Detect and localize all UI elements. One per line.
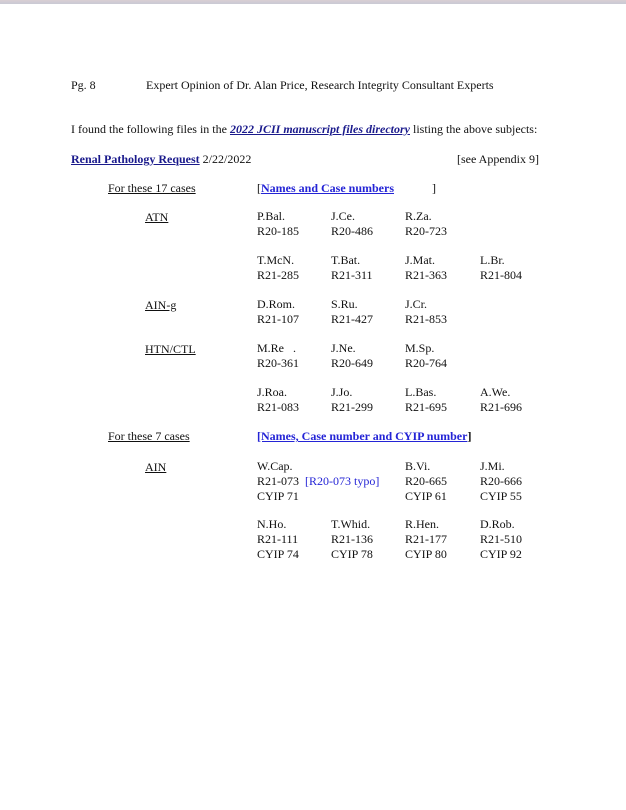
category-htn-ctl: HTN/CTL	[145, 342, 196, 356]
case-entry: D.Rom. R21-107	[257, 297, 299, 326]
request-line	[71, 152, 251, 166]
names-case-cyip-link[interactable]: [Names, Case number and CYIP number	[257, 429, 468, 443]
case-entry: R.Hen. R21-177 CYIP 80	[405, 517, 447, 561]
case-entry: J.Cr. R21-853	[405, 297, 447, 326]
window-top-border	[0, 0, 626, 4]
case-entry: J.Mi. R20-666 CYIP 55	[480, 459, 522, 503]
category-ain-g: AIN-g	[145, 298, 177, 312]
jcii-directory-link[interactable]: 2022 JCII manuscript files directory	[229, 122, 410, 136]
case-entry: J.Mat. R21-363	[405, 253, 447, 282]
case-entry: M.Sp. R20-764	[405, 341, 447, 370]
case-entry: A.We. R21-696	[480, 385, 522, 414]
group2-label: For these 7 cases	[108, 429, 190, 443]
case-entry: P.Bal. R20-185	[257, 209, 299, 238]
group2-heading	[257, 429, 471, 443]
intro-text-after: listing the above subjects:	[410, 122, 538, 136]
case-entry: J.Ne. R20-649	[331, 341, 373, 370]
case-entry: W.Cap. R21-073 [R20-073 typo] CYIP 71	[257, 459, 380, 503]
case-entry: J.Jo. R21-299	[331, 385, 373, 414]
typo-note: [R20-073 typo]	[305, 474, 380, 488]
page-number: Pg. 8	[71, 78, 96, 92]
bracket-close: ]	[467, 429, 472, 443]
case-entry: S.Ru. R21-427	[331, 297, 373, 326]
case-entry: L.Br. R21-804	[480, 253, 522, 282]
case-entry: T.Bat. R21-311	[331, 253, 373, 282]
case-entry: N.Ho. R21-111 CYIP 74	[257, 517, 299, 561]
case-entry: B.Vi. R20-665 CYIP 61	[405, 459, 447, 503]
intro-paragraph	[71, 122, 537, 136]
case-entry: J.Roa. R21-083	[257, 385, 299, 414]
case-entry: M.Re . R20-361	[257, 341, 299, 370]
appendix-reference: [see Appendix 9]	[457, 152, 539, 166]
group1-heading	[257, 181, 436, 195]
case-entry: T.McN. R21-285	[257, 253, 299, 282]
intro-text-before: I found the following files in the	[71, 122, 230, 136]
renal-pathology-request-link[interactable]: Renal Pathology Request	[71, 152, 200, 166]
bracket-close: ]	[432, 181, 437, 195]
page-header-title: Expert Opinion of Dr. Alan Price, Research Integrity Consultant Experts	[146, 78, 494, 92]
request-date: 2/22/2022	[199, 152, 252, 166]
case-entry: J.Ce. R20-486	[331, 209, 373, 238]
case-entry: D.Rob. R21-510 CYIP 92	[480, 517, 522, 561]
group1-label: For these 17 cases	[108, 181, 196, 195]
case-entry: R.Za. R20-723	[405, 209, 447, 238]
bracket-open: [	[257, 181, 261, 195]
case-entry: L.Bas. R21-695	[405, 385, 447, 414]
category-ain: AIN	[145, 460, 167, 474]
category-atn: ATN	[145, 210, 169, 224]
case-entry: T.Whid. R21-136 CYIP 78	[331, 517, 373, 561]
names-case-numbers-link[interactable]: Names and Case numbers	[261, 181, 395, 195]
